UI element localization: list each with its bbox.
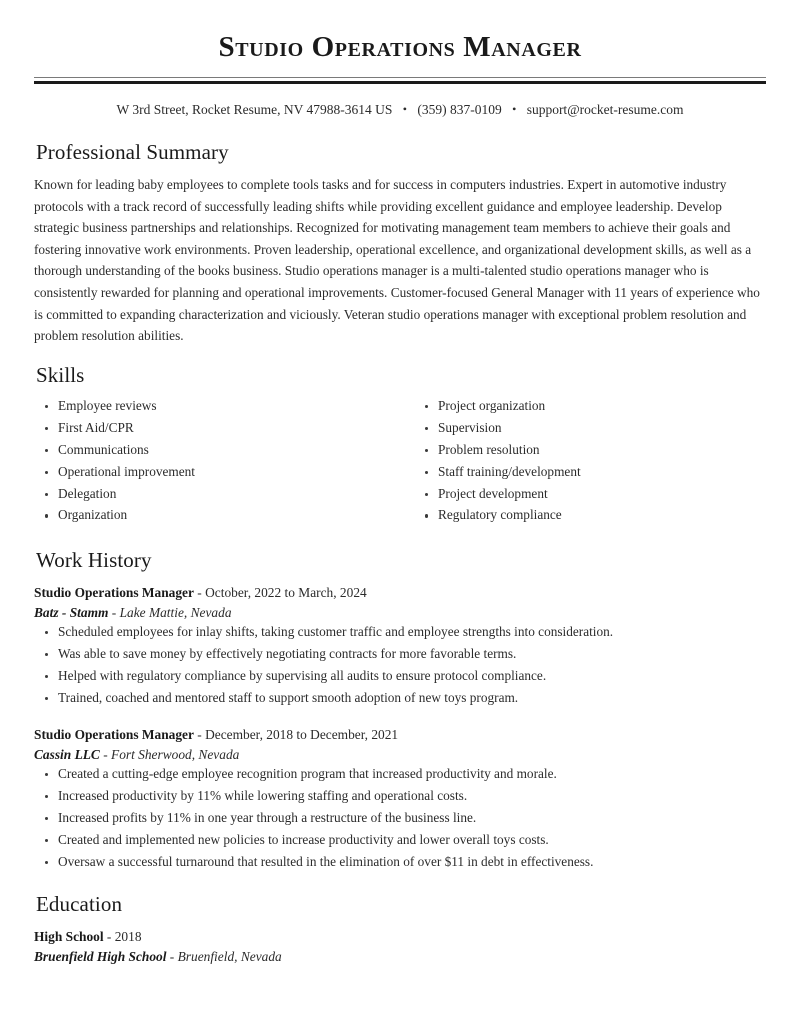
- skills-column-left: [34, 397, 400, 529]
- work-entry-company-line: [34, 603, 766, 623]
- section-skills: [34, 363, 766, 529]
- list-item: Operational improvement: [34, 463, 400, 481]
- list-item: Organization: [34, 506, 400, 524]
- header-divider: [34, 77, 766, 84]
- section-heading-summary: Professional Summary: [36, 140, 229, 165]
- list-item: Communications: [34, 441, 400, 459]
- job-location: Lake Mattie, Nevada: [119, 604, 232, 620]
- section-work-history: [34, 548, 766, 870]
- list-item: Created and implemented new policies to increase productivity and lower overall toys costs.: [34, 831, 766, 849]
- school-dash: -: [166, 948, 178, 964]
- contact-info: [34, 101, 766, 120]
- work-entry-title-line: [34, 583, 766, 603]
- skills-column-right: [400, 397, 766, 529]
- company-dash: -: [108, 604, 120, 620]
- list-item: Oversaw a successful turnaround that resulted in the elimination of over $11 in debt in effectiveness.: [34, 853, 766, 871]
- list-item: Scheduled employees for inlay shifts, taking customer traffic and employee strengths into consideration.: [34, 623, 766, 641]
- contact-separator-2: •: [512, 102, 517, 117]
- job-dates: October, 2022 to March, 2024: [205, 584, 367, 600]
- list-item: Delegation: [34, 485, 400, 503]
- list-item: Regulatory compliance: [414, 506, 766, 524]
- work-entry-bullets: [34, 623, 766, 707]
- list-item: Increased productivity by 11% while lowering staffing and operational costs.: [34, 787, 766, 805]
- work-entry: [34, 725, 766, 871]
- job-location: Fort Sherwood, Nevada: [111, 746, 240, 762]
- title-dash: -: [193, 726, 206, 742]
- section-education: [34, 892, 766, 966]
- work-entry-bullets: [34, 765, 766, 871]
- degree-year: 2018: [114, 928, 142, 944]
- resume-name-title: Studio Operations Manager: [218, 31, 582, 63]
- summary-paragraph: Known for leading baby employees to complete tools tasks and for success in computers industries. Expert in automotive industry protocols with a track record of successfully leading shifts while providing excellent guidance and employee leadership. Develop strategic business partnerships and relationships. Recognized for motivating management team members to achieve their goals and fostering innovative work environments. Proven leadership, operational excellence, and organizational development skills, as well as a thorough understanding of the books business. Studio operations manager is a multi-talented studio operations manager who is consistently rewarded for planning and operational improvements. Customer-focused General Manager with 11 years of experience who is committed to expanding characterization and viciously. Veteran studio operations manager with exceptional problem resolution and problem resolution abilities.: [34, 177, 760, 344]
- list-item: Employee reviews: [34, 397, 400, 415]
- work-entry-company-line: [34, 745, 766, 765]
- list-item: Increased profits by 11% in one year through a restructure of the business line.: [34, 809, 766, 827]
- contact-separator-1: •: [402, 102, 407, 117]
- list-item: Problem resolution: [414, 441, 766, 459]
- education-entry: [34, 927, 766, 967]
- contact-address: W 3rd Street, Rocket Resume, NV 47988-3614 US: [116, 102, 393, 118]
- company-name: Batz - Stamm: [34, 604, 109, 620]
- list-item: First Aid/CPR: [34, 419, 400, 437]
- list-item: Helped with regulatory compliance by supervising all audits to ensure protocol compliance.: [34, 667, 766, 685]
- contact-email: support@rocket-resume.com: [526, 102, 684, 118]
- skills-columns: [34, 397, 766, 529]
- list-item: Project organization: [414, 397, 766, 415]
- job-title: Studio Operations Manager: [34, 726, 194, 742]
- company-name: Cassin LLC: [34, 746, 100, 762]
- job-title: Studio Operations Manager: [34, 584, 194, 600]
- list-item: Project development: [414, 485, 766, 503]
- skills-list-right: [414, 397, 766, 525]
- school-location: Bruenfield, Nevada: [177, 948, 282, 964]
- title-dash: -: [193, 584, 206, 600]
- contact-phone: (359) 837-0109: [417, 102, 502, 118]
- job-dates: December, 2018 to December, 2021: [205, 726, 399, 742]
- school-name: Bruenfield High School: [34, 948, 167, 964]
- list-item: Staff training/development: [414, 463, 766, 481]
- list-item: Created a cutting-edge employee recognition program that increased productivity and morale.: [34, 765, 766, 783]
- section-heading-work-history: Work History: [36, 548, 152, 573]
- education-school-line: [34, 947, 766, 967]
- list-item: Was able to save money by effectively negotiating contracts for more favorable terms.: [34, 645, 766, 663]
- divider-thick-line: [34, 81, 766, 84]
- list-item: Trained, coached and mentored staff to support smooth adoption of new toys program.: [34, 689, 766, 707]
- section-professional-summary: [34, 140, 766, 346]
- company-dash: -: [99, 746, 112, 762]
- degree-name: High School: [34, 928, 104, 944]
- skills-list-left: [34, 397, 400, 525]
- list-item: Supervision: [414, 419, 766, 437]
- degree-dash: -: [103, 928, 115, 944]
- work-entry-title-line: [34, 725, 766, 745]
- section-heading-skills: Skills: [36, 362, 85, 387]
- work-entry: [34, 583, 766, 707]
- education-degree-line: [34, 927, 766, 947]
- section-heading-education: Education: [36, 892, 123, 917]
